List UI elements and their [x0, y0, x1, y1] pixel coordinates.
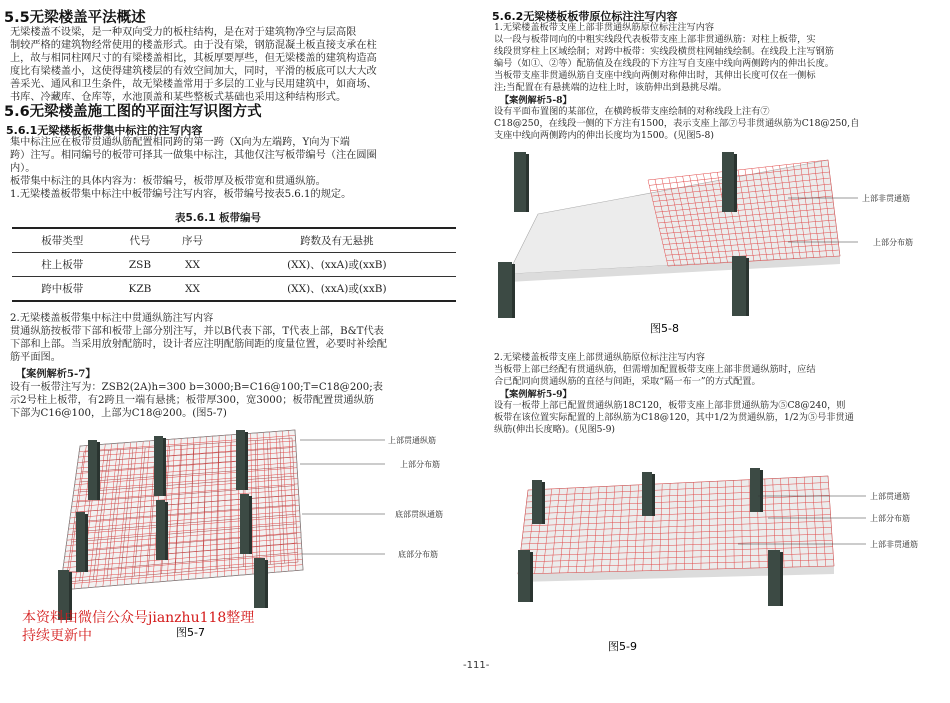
concrete-column — [154, 436, 163, 496]
concrete-column — [768, 550, 780, 606]
table-header-cell: 跨数及有无悬挑 — [218, 228, 456, 253]
figure-5-9-label: 图5-9 — [608, 640, 637, 653]
table-cell: (XX)、(xxA)或(xxB) — [218, 253, 456, 277]
column-side — [746, 258, 749, 316]
table-cell: XX — [167, 277, 217, 302]
callout-label: 上部分布筋 — [400, 460, 440, 469]
callout-label: 上部非贯通筋 — [862, 194, 910, 203]
column-side — [760, 470, 763, 512]
section-heading-5-5: 5.5无梁楼盖平法概述 — [4, 10, 146, 26]
column-side — [530, 552, 533, 602]
text-line: 当板带支座非贯通纵筋自支座中线向两侧对称伸出时，其伸出长度可仅在一侧标 — [494, 70, 816, 81]
column-side — [652, 474, 655, 516]
callout-label: 上部贯通筋 — [870, 492, 910, 501]
paragraph-5-6-2 — [494, 22, 946, 94]
text-line: 当板带上部已经配有贯通纵筋，但需增加配置板带支座上部非贯通纵筋时，应结 — [494, 364, 816, 375]
text-line: 纵筋(伸出长度略)。(见图5-9) — [494, 424, 616, 435]
text-line: 板带集中标注的具体内容为：板带编号，板带厚及板带宽和贯通纵筋。 — [10, 176, 326, 187]
paragraph-5-6-1 — [10, 136, 460, 201]
column-side — [734, 154, 737, 212]
concrete-column — [750, 468, 760, 512]
text-line: 线段贯穿柱上区域绘制；对跨中板带：实线段横贯柱网轴线绘制。在线段上注写钢筋 — [494, 46, 834, 57]
column-side — [97, 442, 100, 500]
column-side — [245, 432, 248, 490]
text-line: 度比有梁楼盖小，这使得建筑楼层的有效空间加大，同时，平滑的板底可以大大改 — [10, 66, 377, 77]
figure-5-7-label: 图5-7 — [176, 626, 205, 639]
text-line: 示2号柱上板带，有2跨且一端有悬挑；板带厚300，宽3000；板带配置贯通纵筋 — [10, 395, 374, 406]
case-5-7-text — [10, 381, 462, 420]
text-line: 支座中线向两侧跨内的伸出长度均为1500。(见图5-8) — [494, 130, 714, 141]
text-line: 跨）注写。相同编号的板带可择其一做集中标注，其他仅注写板带编号（注在圆圈 — [10, 150, 377, 161]
column-side — [780, 552, 783, 606]
concrete-column — [254, 558, 265, 608]
text-line: 注;当配置在有悬挑端的边柱上时，该筋伸出到悬挑尽端。 — [494, 82, 727, 93]
table-cell: ZSB — [113, 253, 168, 277]
text-line: 上，故与相同柱网尺寸的有梁楼盖相比，其板厚要厚些，但无梁楼盖的建筑构造高 — [10, 53, 377, 64]
table-cell: KZB — [113, 277, 168, 302]
column-side — [526, 154, 529, 212]
concrete-column — [88, 440, 97, 500]
left-column — [0, 0, 468, 703]
callout-label: 底部贯纵通筋 — [395, 510, 443, 519]
text-line: 合已配同向贯通纵筋的直径与间距，采取“隔一布一”的方式配置。 — [494, 376, 761, 387]
column-side — [265, 560, 268, 608]
callout-label: 上部分布筋 — [873, 238, 913, 247]
text-line: 设有一板带上部已配置贯通纵筋18C120，板带支座上部非贯通纵筋为⑤C8@240，则 — [494, 400, 846, 411]
band-number-table — [12, 227, 456, 302]
table-cell: 柱上板带 — [12, 253, 113, 277]
column-side — [249, 496, 252, 554]
text-line: 编号（如①、②等）配筋值及在线段的下方注写自支座中线向两侧跨内的伸出长度。 — [494, 58, 834, 69]
case-5-9-text — [494, 400, 948, 436]
column-side — [163, 438, 166, 496]
text-line: 2.无梁楼盖板带支座上部贯通纵筋原位标注注写内容 — [494, 352, 705, 363]
concrete-column — [76, 512, 85, 572]
text-line: 无梁楼盖不设梁，是一种双向受力的板柱结构，是在对于建筑物净空与层高限 — [10, 27, 357, 38]
table-cell: 跨中板带 — [12, 277, 113, 302]
table-header-row — [12, 228, 456, 253]
callout-label: 底部分布筋 — [398, 550, 438, 559]
table-cell: XX — [167, 253, 217, 277]
concrete-column — [156, 500, 165, 560]
case-5-8-title: 【案例解析5-8】 — [500, 95, 572, 106]
section-heading-5-6-2: 5.6.2无梁楼板板带原位标注注写内容 — [492, 10, 678, 23]
section-heading-5-6: 5.6无梁楼盖施工图的平面注写识图方式 — [4, 104, 262, 120]
figure-5-8 — [498, 146, 938, 342]
right-column — [463, 0, 950, 703]
text-line: C18@250，在线段一侧的下方注有1500，表示支座上部⑦号非贯通纵筋为C18@250,自 — [494, 118, 860, 129]
paragraph-through-bars — [10, 312, 460, 364]
column-side — [542, 482, 545, 524]
concrete-column — [498, 262, 512, 318]
callout-label: 上部非贯通筋 — [870, 540, 918, 549]
concrete-column — [532, 480, 542, 524]
column-side — [512, 264, 515, 318]
page-number: -111- — [463, 660, 490, 671]
text-line: 制较严格的建筑物经常使用的楼盖形式。由于没有梁，钢筋混凝土板直接支承在柱 — [10, 40, 377, 51]
text-line: 贯通纵筋按板带下部和板带上部分别注写，并以B代表下部，T代表上部，B&T代表 — [10, 326, 384, 337]
concrete-column — [518, 550, 530, 602]
column-side — [85, 514, 88, 572]
table-row — [12, 253, 456, 277]
figure-5-9 — [498, 440, 938, 660]
table-caption: 表5.6.1 板带编号 — [175, 212, 262, 224]
case-5-8-text — [494, 106, 948, 142]
table-header-cell: 板带类型 — [12, 228, 113, 253]
table-header-cell: 序号 — [167, 228, 217, 253]
paragraph-5-6-2-b — [494, 352, 946, 388]
watermark-line: 持续更新中 — [22, 628, 92, 644]
concrete-column — [732, 256, 746, 316]
paragraph-5-5 — [10, 26, 460, 104]
callout-label: 上部分布筋 — [870, 514, 910, 523]
concrete-column — [236, 430, 245, 490]
text-line: 集中标注应在板带贯通纵筋配置相同跨的第一跨（X向为左端跨，Y向为下端 — [10, 137, 350, 148]
text-line: 设有一板带注写为：ZSB2(2A)h=300 b=3000;B=C16@100;T=C18@200;表 — [10, 382, 383, 393]
text-line: 善采光、通风和卫生条件，故无梁楼盖常用于多层的工业与民用建筑中，如商场、 — [10, 79, 377, 90]
table-cell: (XX)、(xxA)或(xxB) — [218, 277, 456, 302]
text-line: 设有平面布置图的某部位，在横跨板带支座绘制的对称线段上注有⑦ — [494, 106, 770, 117]
text-line: 板带在该位置实际配置的上部纵筋为C18@120，其中1/2为贯通纵筋，1/2为⑤号非贯通 — [494, 412, 854, 423]
table-header-cell: 代号 — [113, 228, 168, 253]
text-line: 以一段与板带同向的中粗实线段代表板带支座上部非贯通纵筋：对柱上板带，实 — [494, 34, 816, 45]
text-line: 书库、冷藏库、仓库等，水池顶盖和某些整板式基础也采用这种结构形式。 — [10, 92, 347, 103]
text-line: 下部为C16@100，上部为C18@200。(图5-7) — [10, 408, 227, 419]
section-heading-5-6-1: 5.6.1无梁楼板板带集中标注的注写内容 — [6, 124, 203, 137]
table-row — [12, 277, 456, 302]
concrete-column — [722, 152, 734, 212]
text-line: 1.无梁楼盖板带集中标注中板带编号注写内容，板带编号按表5.6.1的规定。 — [10, 189, 352, 200]
watermark-line: 本资料由微信公众号jianzhu118整理 — [22, 610, 255, 626]
concrete-column — [514, 152, 526, 212]
case-5-7-title: 【案例解析5-7】 — [16, 368, 96, 380]
text-line: 筋平面图。 — [10, 352, 61, 363]
concrete-column — [240, 494, 249, 554]
text-line: 2.无梁楼盖板带集中标注中贯通纵筋注写内容 — [10, 313, 214, 324]
watermark — [22, 609, 254, 645]
text-line: 内）。 — [10, 163, 36, 174]
column-side — [165, 502, 168, 560]
figure-5-8-label: 图5-8 — [650, 322, 679, 335]
case-5-9-title: 【案例解析5-9】 — [500, 389, 572, 400]
text-line: 1.无梁楼盖板带支座上部非贯通纵筋原位标注注写内容 — [494, 22, 715, 33]
concrete-column — [642, 472, 652, 516]
callout-label: 上部贯通纵筋 — [388, 436, 436, 445]
text-line: 下部和上部。当采用放射配筋时，设计者应注明配筋间距的度量位置，必要时补绘配 — [10, 339, 387, 350]
